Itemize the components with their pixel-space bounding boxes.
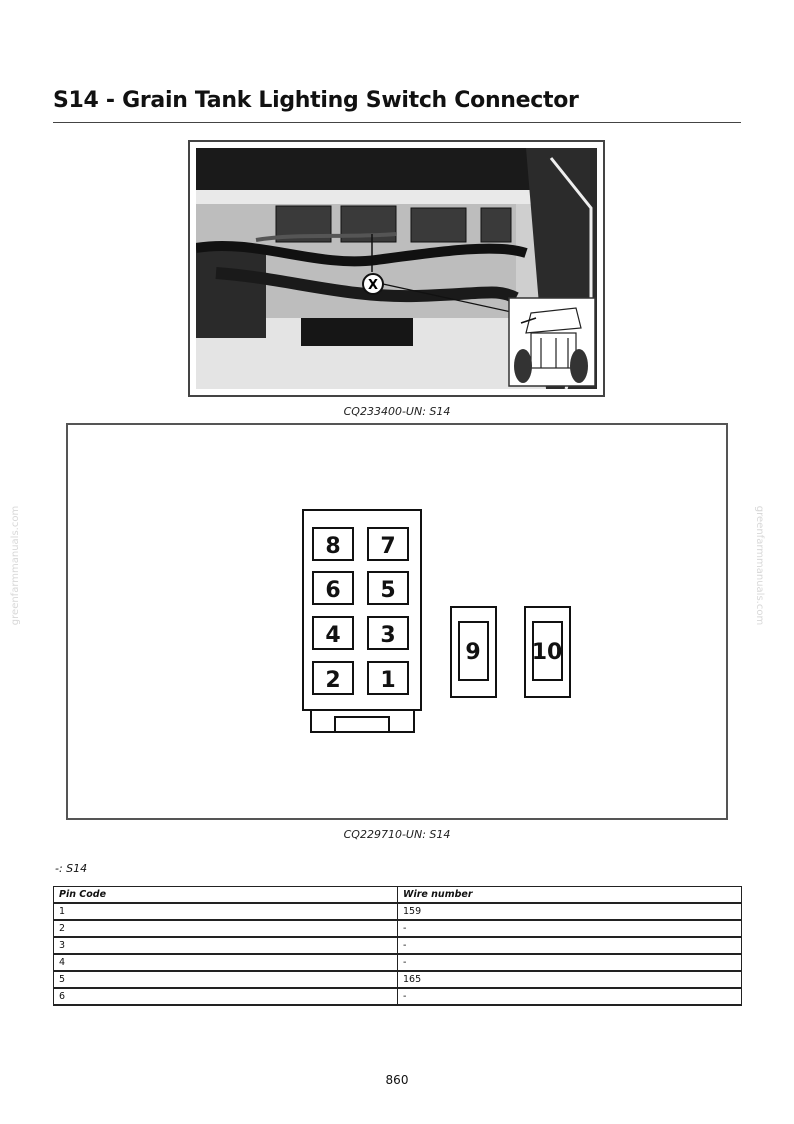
wire-number-cell: 165 — [398, 971, 742, 988]
table-row — [54, 971, 742, 988]
pin-label-8: 8 — [325, 534, 341, 559]
table-row — [54, 920, 742, 937]
connector-location-photo — [188, 140, 605, 397]
pin-code-cell: 2 — [54, 920, 398, 937]
wire-number-cell: - — [398, 988, 742, 1005]
watermark-left: greenfarmmanuals.com — [10, 505, 22, 626]
pin-label-9: 9 — [465, 640, 481, 665]
table-row — [54, 954, 742, 971]
wire-number-cell: - — [398, 920, 742, 937]
pin-label-5: 5 — [380, 578, 396, 603]
pin-code-cell: 4 — [54, 954, 398, 971]
column-header-pin-code: Pin Code — [54, 887, 398, 904]
table-row — [54, 988, 742, 1005]
page-title: S14 - Grain Tank Lighting Switch Connector — [53, 88, 579, 113]
pin-label-7: 7 — [380, 534, 396, 559]
pinout-drawing — [68, 425, 726, 818]
watermark-right: greenfarmmanuals.com — [754, 505, 766, 626]
photo-caption: CQ233400-UN: S14 — [343, 405, 451, 418]
wire-number-cell: - — [398, 937, 742, 954]
callout-letter: X — [367, 278, 379, 293]
pin-code-cell: 5 — [54, 971, 398, 988]
diagram-caption: CQ229710-UN: S14 — [343, 828, 451, 841]
wire-number-cell: - — [398, 954, 742, 971]
wire-number-cell: 159 — [398, 903, 742, 920]
table-header-row — [54, 887, 742, 904]
pin-label-3: 3 — [380, 623, 396, 648]
connector-latch-slot — [335, 717, 389, 732]
column-header-wire-number: Wire number — [398, 887, 742, 904]
pin-label-6: 6 — [325, 578, 341, 603]
pin-code-cell: 3 — [54, 937, 398, 954]
pin-label-2: 2 — [325, 668, 341, 693]
table-label: -: S14 — [55, 862, 88, 875]
table-row — [54, 903, 742, 920]
pin-label-1: 1 — [380, 668, 396, 693]
pin-label-4: 4 — [325, 623, 341, 648]
pin-code-cell: 6 — [54, 988, 398, 1005]
pin-label-10: 10 — [531, 640, 563, 665]
location-photo-illustration — [196, 148, 597, 389]
title-divider — [53, 122, 741, 123]
pin-wire-table — [53, 886, 742, 1006]
pin-code-cell: 1 — [54, 903, 398, 920]
table-row — [54, 937, 742, 954]
page-number: 860 — [385, 1073, 409, 1087]
connector-pinout-diagram — [66, 423, 728, 820]
